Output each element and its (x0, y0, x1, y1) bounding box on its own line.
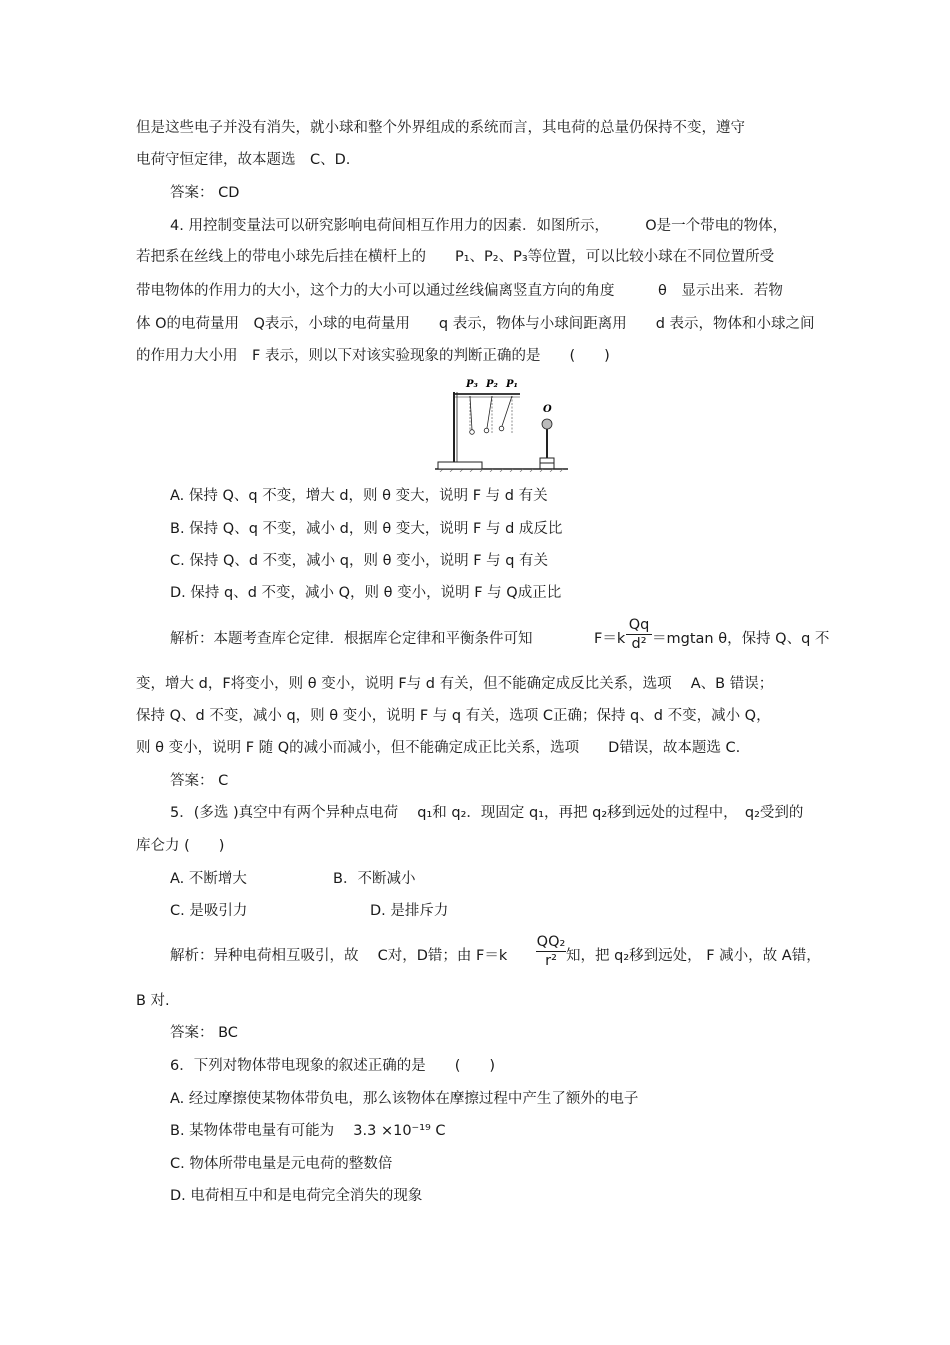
option-d: D. 电荷相互中和是电荷完全消失的现象 (170, 1188, 423, 1204)
text-line: 变，增大 d，F将变小，则 θ 变小，说明 F与 d 有关，但不能确定成反比关系，选项 A、B 错误； (136, 676, 774, 692)
fraction-numerator: Qq (628, 617, 650, 633)
fraction-qq-over-d2 (626, 617, 652, 652)
text-line: 体 O的电荷量用 Q表示，小球的电荷量用 q 表示，物体与小球间距离用 d 表示，物体和小球之间 (136, 316, 815, 332)
text-line: 但是这些电子并没有消失，就小球和整个外界组成的系统而言，其电荷的总量仍保持不变，遵守 (136, 120, 745, 136)
label-p2: P₂ (486, 379, 498, 390)
option-c: C. 是吸引力 (170, 903, 248, 919)
option-d: D. 是排斥力 (370, 903, 449, 919)
fraction-denominator: r² (545, 953, 557, 969)
question-5-text: 5．(多选 )真空中有两个异种点电荷 q₁和 q₂．现固定 q₁，再把 q₂移到远处的过程中， q₂受到的 (170, 805, 804, 821)
text-line: 的作用力大小用 F 表示，则以下对该实验现象的判断正确的是 ( ) (136, 348, 610, 364)
option-a: A. 不断增大 (170, 871, 247, 887)
text-line: B 对. (136, 993, 170, 1009)
text-line: 带电物体的作用力的大小，这个力的大小可以通过丝线偏离竖直方向的角度 θ 显示出来．若物 (136, 283, 783, 299)
option-a: A. 经过摩擦使某物体带负电，那么该物体在摩擦过程中产生了额外的电子 (170, 1091, 639, 1107)
option-a: A. 保持 Q、q 不变，增大 d，则 θ 变大，说明 F 与 d 有关 (170, 488, 548, 504)
formula-rhs: ＝mgtan θ，保持 Q、q 不 (652, 631, 830, 647)
label-p1: P₁ (506, 379, 518, 390)
option-b: B．不断减小 (333, 871, 416, 887)
option-b: B. 某物体带电量有可能为 3.3 ×10⁻¹⁹ C (170, 1123, 446, 1139)
option-c: C. 物体所带电量是元电荷的整数倍 (170, 1156, 393, 1172)
option-d: D. 保持 q、d 不变，减小 Q，则 θ 变小，说明 F 与 Q成正比 (170, 585, 562, 601)
coulomb-experiment-figure (432, 374, 570, 472)
text-line: 保持 Q、d 不变，减小 q，则 θ 变小，说明 F 与 q 有关，选项 C正确；保持 q、d 不变，减小 Q， (136, 708, 771, 724)
text-line: 则 θ 变小，说明 F 随 Q的减小而减小，但不能确定成正比关系，选项 D错误，故本题选 C. (136, 740, 741, 756)
fraction-numerator: QQ₂ (536, 934, 566, 950)
text-line: 若把系在丝线上的带电小球先后挂在横杆上的 P₁、P₂、P₃等位置，可以比较小球在不同位置所受 (136, 249, 775, 265)
text-line: 库仑力 ( ) (136, 838, 225, 854)
label-p3: P₃ (466, 379, 478, 390)
answer-3: 答案： CD (170, 185, 240, 201)
fraction-qq2-over-r2 (536, 934, 566, 969)
solution-5-text: 解析：异种电荷相互吸引，故 C对，D错；由 F＝k (170, 948, 508, 964)
answer-4: 答案： C (170, 773, 229, 789)
formula-lhs: F＝k (594, 631, 626, 647)
label-o: O (543, 404, 552, 415)
solution-4-text: 解析：本题考查库仑定律．根据库仑定律和平衡条件可知 (170, 631, 533, 647)
formula-rhs: 知，把 q₂移到远处， F 减小，故 A错， (566, 948, 821, 964)
question-4-text: 4. 用控制变量法可以研究影响电荷间相互作用力的因素．如图所示， O是一个带电的物体， (170, 218, 788, 234)
option-c: C. 保持 Q、d 不变，减小 q，则 θ 变小，说明 F 与 q 有关 (170, 553, 549, 569)
text-line: 电荷守恒定律，故本题选 C、D. (136, 152, 351, 168)
answer-5: 答案： BC (170, 1025, 238, 1041)
fraction-denominator: d² (631, 636, 647, 652)
option-b: B. 保持 Q、q 不变，减小 d，则 θ 变大，说明 F 与 d 成反比 (170, 521, 563, 537)
question-6-text: 6．下列对物体带电现象的叙述正确的是 ( ) (170, 1058, 496, 1074)
